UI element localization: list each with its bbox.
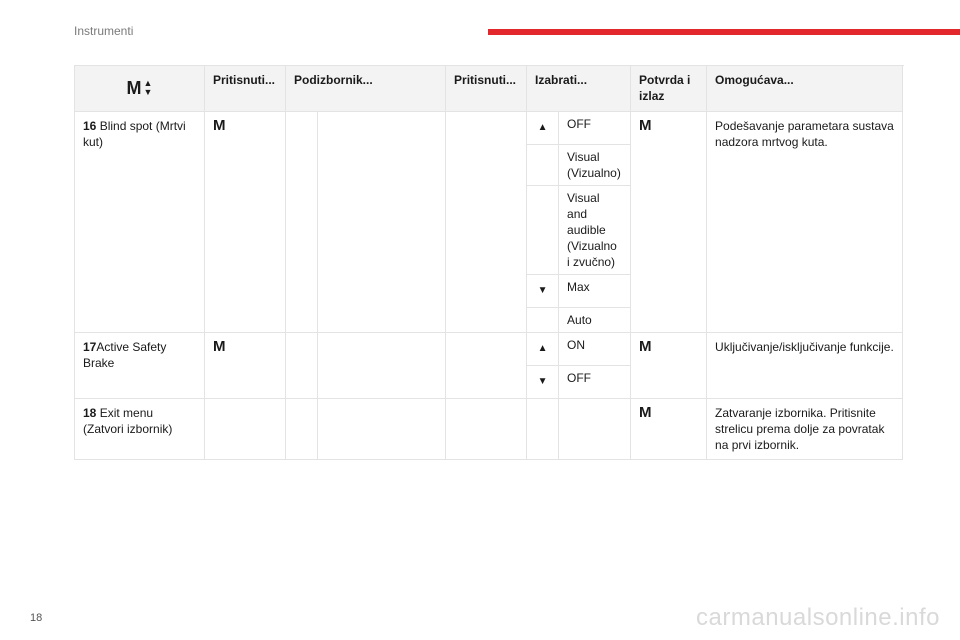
header-title: Instrumenti <box>74 24 134 38</box>
arrow-down-icon: ▼ <box>143 87 153 97</box>
arrow-up-icon: ▲ <box>143 78 153 88</box>
menu-item-label: 17Active Safety Brake <box>75 333 205 399</box>
watermark: carmanualsonline.info <box>696 604 940 631</box>
enables-text: Podešavanje parametara sustava nadzora mrtvog kuta. <box>707 112 903 333</box>
menu-item-label: 18 Exit menu (Zatvori izbornik) <box>75 399 205 460</box>
table-header-row <box>75 66 903 112</box>
menu-item-label: 16 Blind spot (Mrtvi kut) <box>75 112 205 333</box>
enables-text: Uključivanje/isključivanje funkcije. <box>707 333 903 399</box>
confirm-m-icon: M <box>631 112 707 333</box>
header-icon-cell <box>75 66 205 112</box>
table-row <box>75 399 903 460</box>
menu-table <box>74 65 903 460</box>
table-row <box>75 112 903 145</box>
arrow-up-icon: ▲ <box>527 112 559 145</box>
page-number: 18 <box>30 612 43 624</box>
column-header: Omogućava... <box>707 66 903 112</box>
table-row <box>75 333 903 366</box>
option-text: Visual and audible (Vizualno i zvučno) <box>559 186 631 275</box>
enables-text: Zatvaranje izbornika. Pritisnite strelicu prema dolje za povratak na prvi izbornik. <box>707 399 903 460</box>
confirm-m-icon: M <box>631 333 707 399</box>
column-header: Izabrati... <box>527 66 631 112</box>
confirm-m-icon: M <box>631 399 707 460</box>
option-text: OFF <box>559 112 631 145</box>
arrow-up-icon: ▲ <box>527 333 559 366</box>
press-m-icon: M <box>205 112 286 333</box>
arrow-down-icon: ▼ <box>527 366 559 399</box>
option-text: Auto <box>559 308 631 333</box>
column-header: Potvrda i izlaz <box>631 66 707 112</box>
column-header: Podizbornik... <box>286 66 446 112</box>
option-text: ON <box>559 333 631 366</box>
option-text: Max <box>559 275 631 308</box>
m-up-down-icon: M ▲ ▼ <box>126 78 153 98</box>
column-header: Pritisnuti... <box>205 66 286 112</box>
column-header: Pritisnuti... <box>446 66 527 112</box>
arrow-down-icon: ▼ <box>527 275 559 308</box>
option-text: Visual (Vizualno) <box>559 145 631 186</box>
header-accent-bar <box>488 29 960 35</box>
press-m-icon: M <box>205 333 286 399</box>
option-text: OFF <box>559 366 631 399</box>
